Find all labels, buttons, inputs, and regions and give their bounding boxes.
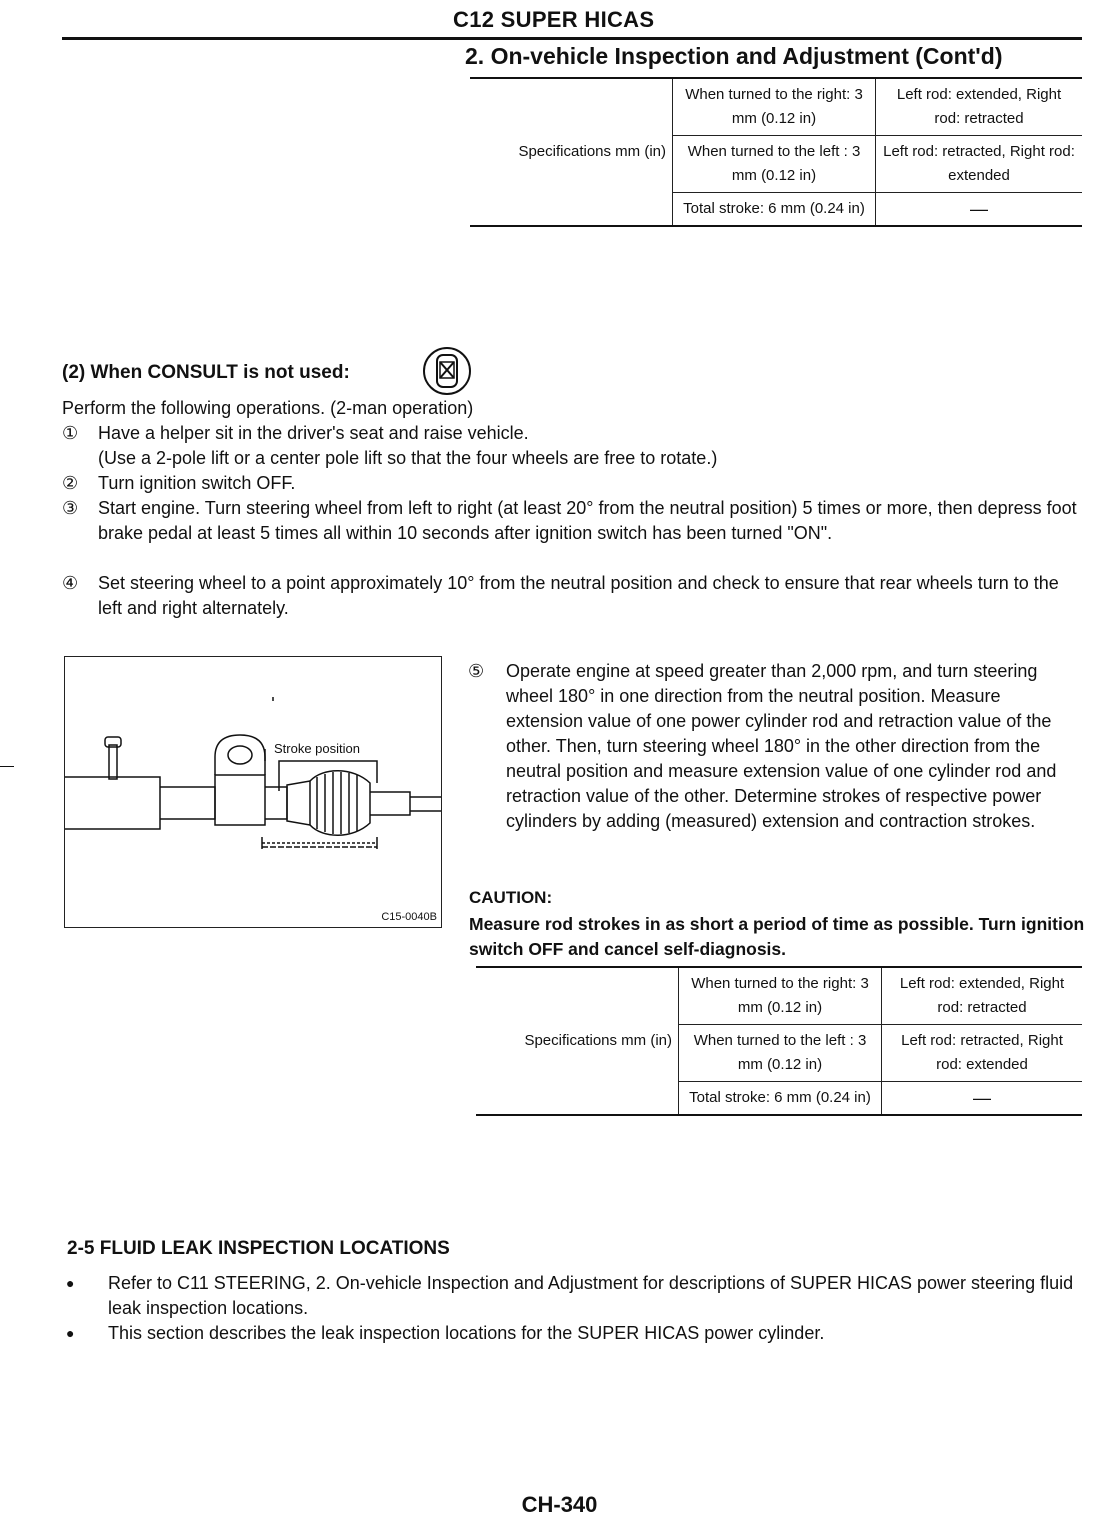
step-item xyxy=(62,571,1082,621)
step-text: Set steering wheel to a point approximately 10° from the neutral position and check to ensure that rear wheels turn to the left and right alternately. xyxy=(98,573,1059,618)
caution-text: Measure rod strokes in as short a period of time as possible. Turn ignition switch OFF and cancel self-diagnosis. xyxy=(469,914,1085,959)
spec-condition-cell: When turned to the left : 3 mm (0.12 in) xyxy=(673,136,876,193)
spec-result-cell: Left rod: extended, Right rod: retracted xyxy=(882,968,1083,1025)
spec-condition-cell: When turned to the right: 3 mm (0.12 in) xyxy=(673,79,876,136)
consult-intro: Perform the following operations. (2-man operation) xyxy=(62,398,474,418)
bullet-icon: ● xyxy=(66,1325,75,1341)
spec-condition-cell: Total stroke: 6 mm (0.24 in) xyxy=(673,193,876,226)
bullet-item xyxy=(62,1321,1087,1346)
consult-heading: (2) When CONSULT is not used: xyxy=(62,362,350,383)
bullet-text: Refer to C11 STEERING, 2. On-vehicle Inspection and Adjustment for descriptions of SUPER HICAS power steering fluid leak inspection locations. xyxy=(108,1273,1074,1318)
step-text: Start engine. Turn steering wheel from left to right (at least 20° from the neutral position) 5 times or more, then depress foot brake pedal at least 5 times all within 10 seconds after ignition switch has been turned "ON". xyxy=(98,498,1077,543)
bullet-icon: ● xyxy=(66,1275,75,1291)
margin-mark xyxy=(0,766,14,767)
spec-result-cell: Left rod: extended, Right rod: retracted xyxy=(876,79,1083,136)
spec-label: Specifications mm (in) xyxy=(518,143,666,160)
step-text: Turn ignition switch OFF. xyxy=(98,473,296,493)
spec-result-cell: — xyxy=(876,193,1083,226)
step-number: ⑤ xyxy=(468,661,485,681)
step-number: ② xyxy=(62,473,79,493)
stroke-position-callout: Stroke position xyxy=(274,741,360,756)
step-text: Have a helper sit in the driver's seat and raise vehicle. xyxy=(98,423,529,443)
page-subtitle: 2. On-vehicle Inspection and Adjustment (Cont'd) xyxy=(465,43,1003,69)
step-item xyxy=(62,421,1082,471)
spec-table-2 xyxy=(476,966,1082,1116)
step-number: ④ xyxy=(62,573,79,593)
spec-result-cell: Left rod: retracted, Right rod: extended xyxy=(882,1025,1083,1082)
bullet-item xyxy=(62,1271,1087,1321)
no-consult-icon xyxy=(422,346,472,396)
step-number: ① xyxy=(62,423,79,443)
figure-code: C15-0040B xyxy=(381,911,437,923)
spec-condition-cell: When turned to the right: 3 mm (0.12 in) xyxy=(679,968,882,1025)
section-title: C12 SUPER HICAS xyxy=(453,7,655,32)
step-item xyxy=(62,471,1082,496)
caution-label: CAUTION: xyxy=(469,888,553,907)
bullet-text: This section describes the leak inspection locations for the SUPER HICAS power cylinder. xyxy=(108,1323,825,1343)
power-cylinder-illustration xyxy=(65,657,441,927)
spec-result-cell: — xyxy=(882,1082,1083,1115)
step-text: Operate engine at speed greater than 2,000 rpm, and turn steering wheel 180° in one direction from the neutral position. Measure extension value of one power cylinder rod and retraction value of the other. Then, turn steering wheel 180° in the other direction from the neutral position and measure extension value of one cylinder rod and retraction value of the other. Determine strokes of respective power cylinders by adding (measured) extension and contraction strokes. xyxy=(506,661,1057,831)
spec-result-cell: Left rod: retracted, Right rod: extended xyxy=(876,136,1083,193)
step-subtext: (Use a 2-pole lift or a center pole lift so that the four wheels are free to rotate.) xyxy=(98,448,718,468)
spec-label: Specifications mm (in) xyxy=(524,1032,672,1049)
step-item xyxy=(62,496,1082,546)
spec-table-1 xyxy=(470,77,1082,227)
spec-condition-cell: Total stroke: 6 mm (0.24 in) xyxy=(679,1082,882,1115)
header-rule xyxy=(62,37,1082,40)
fluid-leak-heading: 2-5 FLUID LEAK INSPECTION LOCATIONS xyxy=(67,1238,450,1259)
step-number: ③ xyxy=(62,498,79,518)
page-number: CH-340 xyxy=(521,1492,598,1517)
spec-condition-cell: When turned to the left : 3 mm (0.12 in) xyxy=(679,1025,882,1082)
step-item xyxy=(468,659,1082,834)
stroke-position-figure xyxy=(64,656,442,928)
